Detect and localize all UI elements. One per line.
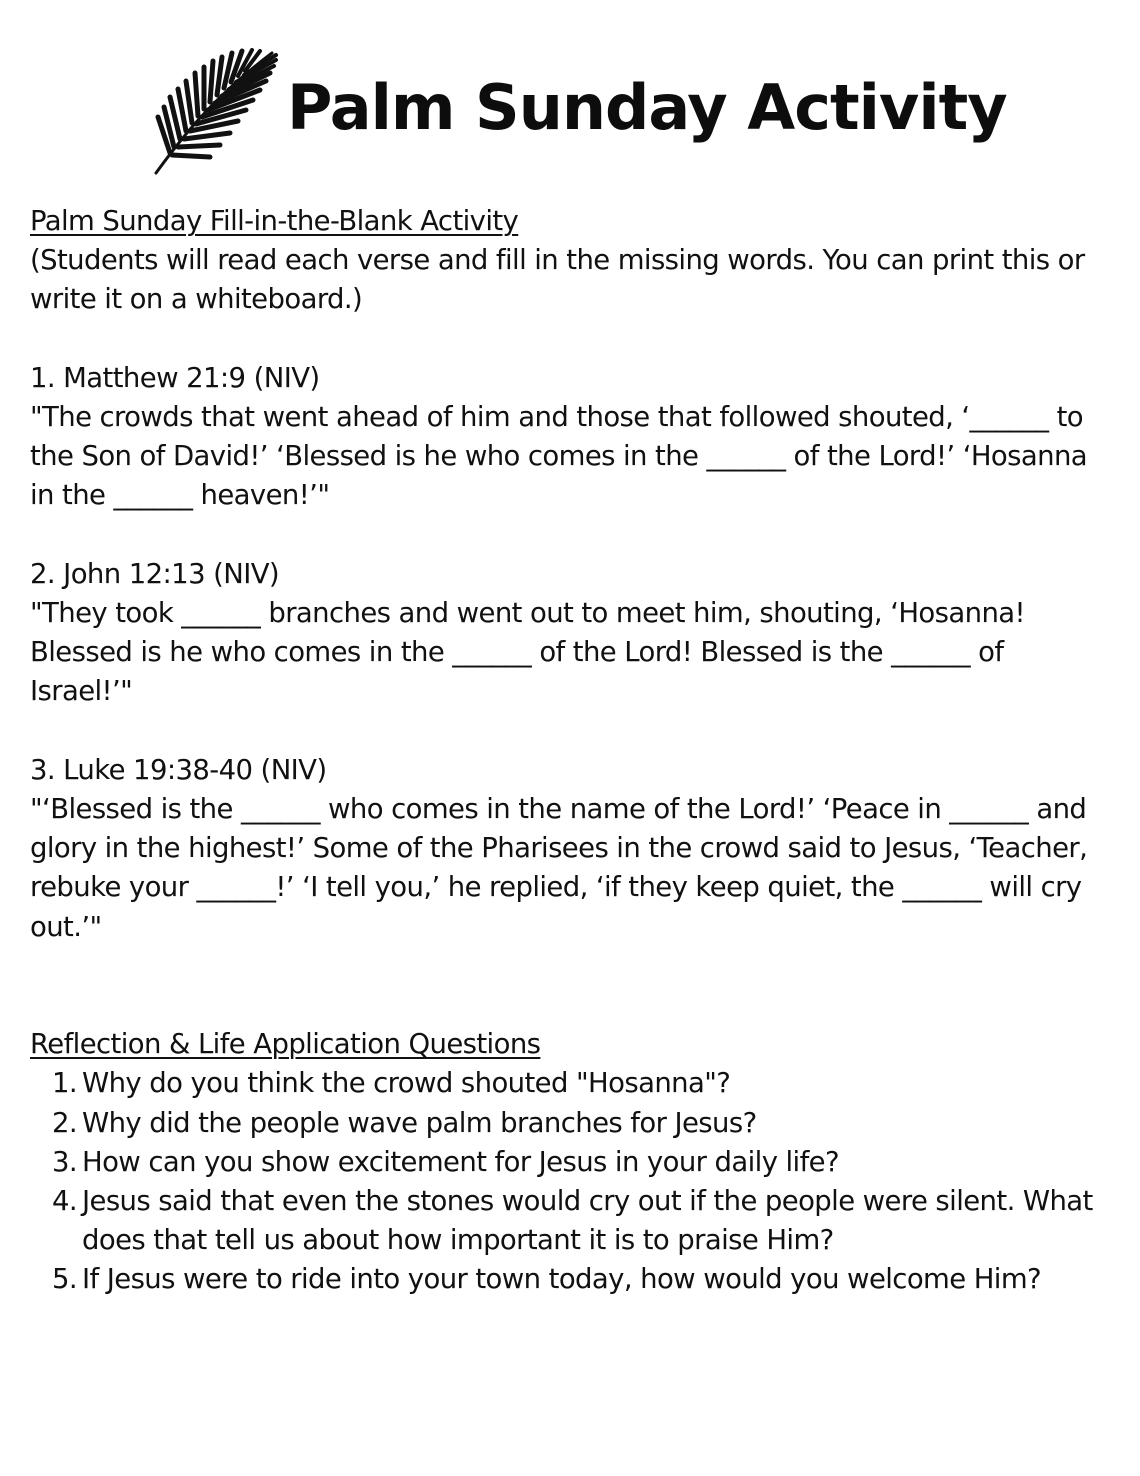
verse-reference: 2. John 12:13 (NIV) [30,557,280,590]
page-header [150,40,1110,180]
page-title: Palm Sunday Activity [287,71,1007,144]
question-text: If Jesus were to ride into your town today, how would you welcome Him? [82,1263,1041,1296]
list-item [82,1064,1110,1103]
question-text: How can you show excitement for Jesus in your daily life? [82,1145,839,1178]
verse-text: "They took ______ branches and went out to meet him, shouting, ‘Hosanna! Blessed is he who comes in the ______ of the Lord! Blessed is the ______ of Israel!’" [30,597,1025,708]
verse-reference: 1. Matthew 21:9 (NIV) [30,361,320,394]
list-item [82,1143,1110,1182]
reflection-questions [30,1064,1110,1299]
instructions: (Students will read each verse and fill in the missing words. You can print this or write it on a whiteboard.) [30,244,1085,316]
fill-in-heading: Palm Sunday Fill-in-the-Blank Activity [30,205,519,237]
reflection-heading: Reflection & Life Application Questions [30,1028,541,1061]
palm-branch-icon [150,45,280,175]
question-text: Why did the people wave palm branches for Jesus? [82,1106,757,1139]
question-text: Jesus said that even the stones would cry out if the people were silent. What does that tell us about how important it is to praise Him? [82,1185,1093,1257]
list-item [82,1260,1110,1299]
verse-text: "The crowds that went ahead of him and those that followed shouted, ‘______ to the Son of David!’ ‘Blessed is he who comes in the ______ of the Lord!’ ‘Hosanna in the ______ heaven!’" [30,401,1088,512]
question-text: Why do you think the crowd shouted "Hosanna"? [82,1067,731,1100]
list-item [82,1182,1110,1260]
list-item [82,1104,1110,1143]
verse-reference: 3. Luke 19:38-40 (NIV) [30,753,327,786]
worksheet-body [30,202,1110,1300]
verse-text: "‘Blessed is the ______ who comes in the name of the Lord!’ ‘Peace in ______ and glory in the highest!’ Some of the Pharisees in the crowd said to Jesus, ‘Teacher, rebuke your ______!’ ‘I tell you,’ he replied, ‘if they keep quiet, the ______ will cry out.’" [30,793,1088,943]
